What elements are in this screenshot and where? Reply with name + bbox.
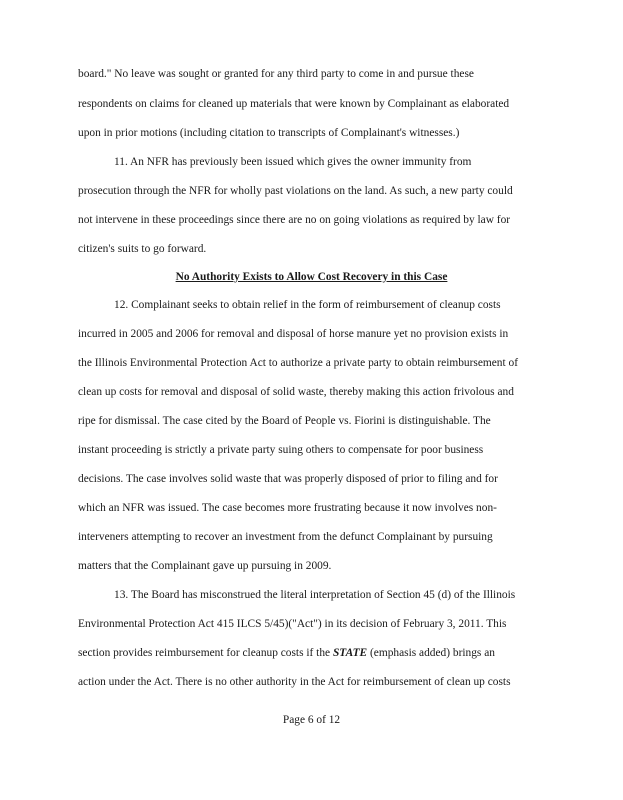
body-line-with-emphasis — [78, 646, 558, 660]
text-run: (emphasis added) brings an — [367, 647, 495, 659]
body-line: the Illinois Environmental Protection Act to authorize a private party to obtain reimbursement of — [78, 357, 519, 369]
body-line: respondents on claims for cleaned up materials that were known by Complainant as elaborated — [78, 98, 510, 110]
body-line: instant proceeding is strictly a private party suing others to compensate for poor business — [78, 444, 484, 456]
body-line: upon in prior motions (including citation to transcripts of Complainant's witnesses.) — [78, 127, 460, 139]
page-number: Page 6 of 12 — [282, 714, 341, 726]
body-line: Environmental Protection Act 415 ILCS 5/45)("Act") in its decision of February 3, 2011. This — [78, 618, 507, 630]
emphasized-state: STATE — [332, 647, 368, 659]
paragraph-12-first-line: 12. Complainant seeks to obtain relief in the form of reimbursement of cleanup costs — [114, 299, 501, 311]
body-line: not intervene in these proceedings since there are no on going violations as required by law for — [78, 214, 511, 226]
body-line: action under the Act. There is no other authority in the Act for reimbursement of clean up costs — [78, 676, 511, 688]
body-line: prosecution through the NFR for wholly past violations on the land. As such, a new party could — [78, 185, 513, 197]
body-line: matters that the Complainant gave up pursuing in 2009. — [78, 560, 332, 572]
text-run: section provides reimbursement for cleanup costs if the — [78, 647, 333, 659]
body-line: ripe for dismissal. The case cited by the Board of People vs. Fiorini is distinguishable. The — [78, 415, 491, 427]
body-line: incurred in 2005 and 2006 for removal and disposal of horse manure yet no provision exists in — [78, 328, 509, 340]
body-line: which an NFR was issued. The case becomes more frustrating because it now involves non- — [78, 502, 497, 514]
body-line: citizen's suits to go forward. — [78, 243, 207, 255]
body-line: decisions. The case involves solid waste that was properly disposed of prior to filing and for — [78, 473, 498, 485]
paragraph-11-first-line: 11. An NFR has previously been issued which gives the owner immunity from — [114, 156, 472, 168]
body-line: board." No leave was sought or granted for any third party to come in and pursue these — [78, 68, 474, 80]
body-line: interveners attempting to recover an investment from the defunct Complainant by pursuing — [78, 531, 493, 543]
paragraph-13-first-line: 13. The Board has misconstrued the literal interpretation of Section 45 (d) of the Illinois — [114, 589, 516, 601]
body-line: clean up costs for removal and disposal of solid waste, thereby making this action frivolous and — [78, 386, 514, 398]
section-heading: No Authority Exists to Allow Cost Recovery in this Case — [175, 271, 448, 283]
